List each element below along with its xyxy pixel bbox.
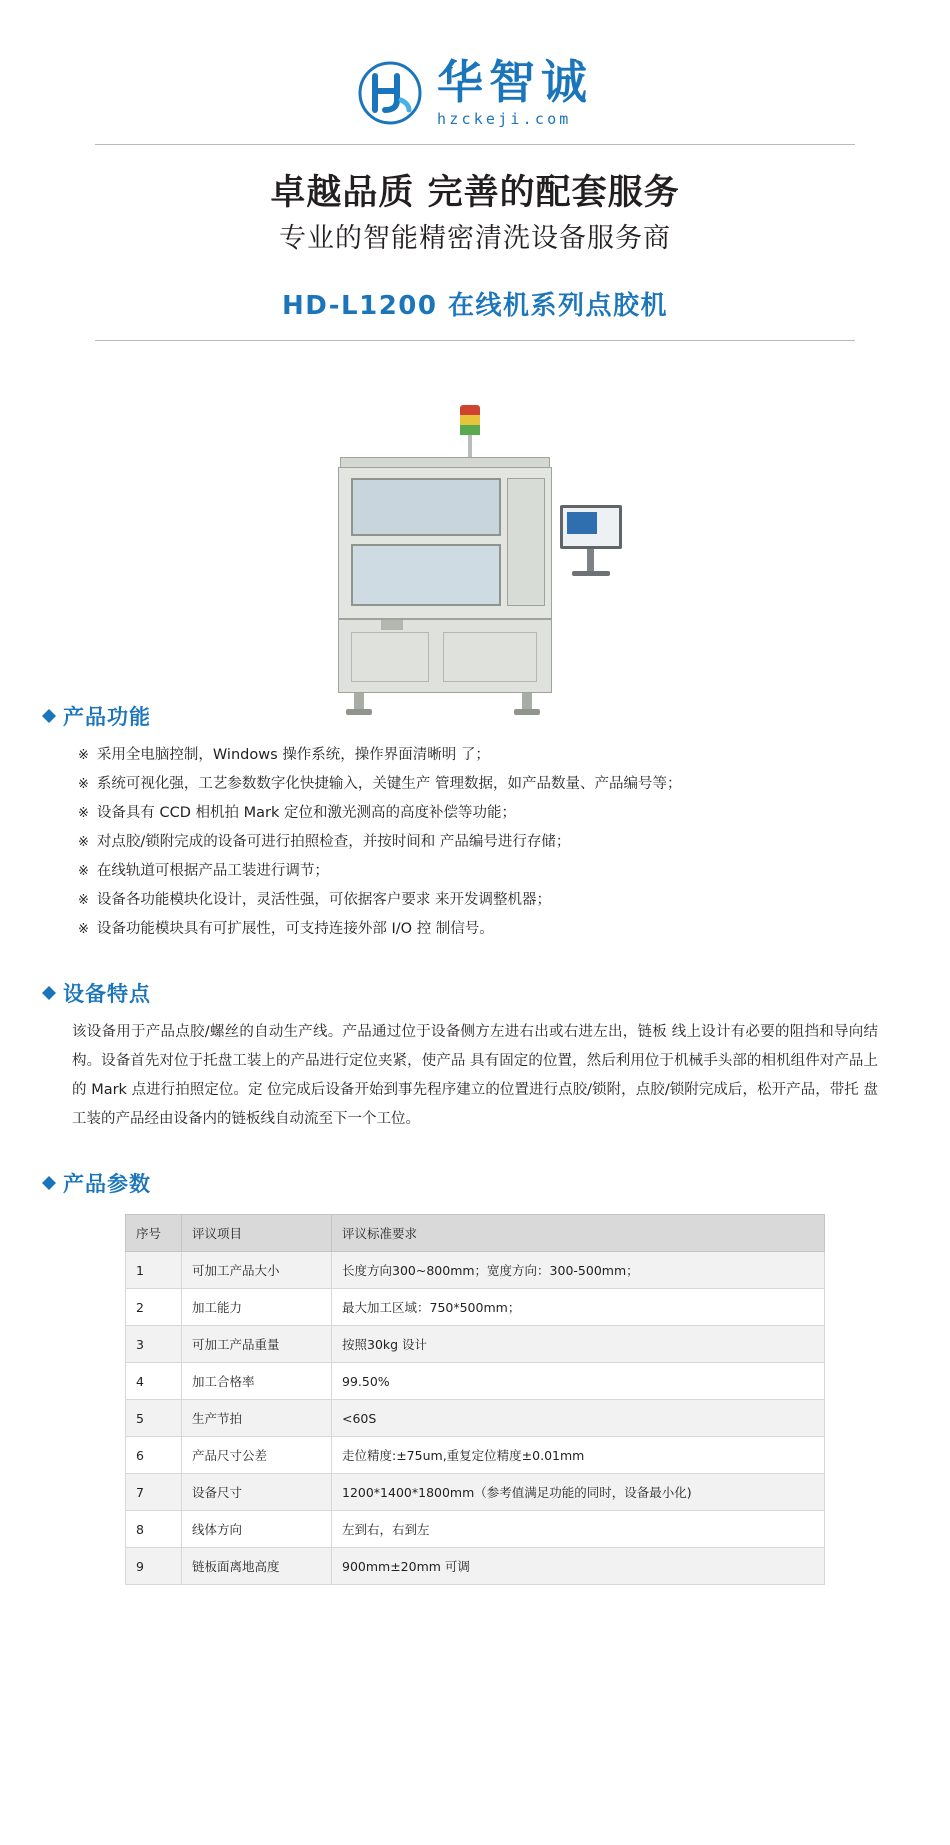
- section-equipment-features: [42, 978, 908, 1134]
- base-door-left: [351, 632, 429, 682]
- section-product-parameters: [42, 1168, 908, 1585]
- section-parameters-title: 产品参数: [63, 1172, 151, 1197]
- item-bullet-icon: ※: [78, 922, 89, 938]
- list-item-text: 系统可视化强，工艺参数数字化快捷输入，关键生产 管理数据，如产品数量、产品编号等；: [96, 776, 682, 793]
- tower-light-green-icon: [460, 425, 480, 435]
- machine-illustration: [310, 387, 640, 667]
- cell-item: 链板面离地高度: [182, 1548, 332, 1585]
- page-bottom-spacer: [0, 1585, 950, 1655]
- cell-requirement: <60S: [332, 1400, 825, 1437]
- col-header-requirement: 评议标准要求: [332, 1215, 825, 1252]
- list-item: [78, 915, 908, 944]
- table-row: [126, 1252, 825, 1289]
- cell-index: 8: [126, 1511, 182, 1548]
- section-functions-header: [42, 701, 908, 731]
- lower-window: [351, 544, 501, 606]
- monitor-base: [572, 571, 610, 576]
- table-row: [126, 1363, 825, 1400]
- monitor-stand: [587, 549, 594, 571]
- cell-index: 7: [126, 1474, 182, 1511]
- control-knob: [381, 620, 403, 630]
- col-header-index: 序号: [126, 1215, 182, 1252]
- cabinet-body: [338, 467, 552, 619]
- table-row: [126, 1474, 825, 1511]
- foot-pad-right: [514, 709, 540, 715]
- list-item-text: 对点胶/锁附完成的设备可进行拍照检查，并按时间和 产品编号进行存储；: [96, 834, 571, 851]
- cell-index: 1: [126, 1252, 182, 1289]
- list-item-text: 设备功能模块具有可扩展性，可支持连接外部 I/O 控 制信号。: [96, 921, 494, 938]
- cell-item: 生产节拍: [182, 1400, 332, 1437]
- list-item: [78, 828, 908, 857]
- cell-requirement: 900mm±20mm 可调: [332, 1548, 825, 1585]
- table-row: [126, 1437, 825, 1474]
- spec-table-wrapper: [125, 1214, 825, 1585]
- item-bullet-icon: ※: [78, 864, 89, 880]
- item-bullet-icon: ※: [78, 777, 89, 793]
- title-band: [95, 144, 855, 341]
- cell-requirement: 走位精度:±75um,重复定位精度±0.01mm: [332, 1437, 825, 1474]
- section-features-title: 设备特点: [63, 982, 151, 1007]
- cell-item: 产品尺寸公差: [182, 1437, 332, 1474]
- table-row: [126, 1511, 825, 1548]
- list-item: [78, 741, 908, 770]
- tower-light-yellow-icon: [460, 415, 480, 425]
- cell-requirement: 按照30kg 设计: [332, 1326, 825, 1363]
- list-item-text: 采用全电脑控制，Windows 操作系统，操作界面清晰明 了；: [96, 747, 490, 764]
- diamond-bullet-icon: [42, 702, 56, 716]
- foot-pad-left: [346, 709, 372, 715]
- cell-index: 6: [126, 1437, 182, 1474]
- list-item-text: 设备各功能模块化设计，灵活性强，可依据客户要求 来开发调整机器；: [96, 892, 552, 909]
- cell-index: 2: [126, 1289, 182, 1326]
- headline-secondary: 专业的智能精密清洗设备服务商: [279, 222, 671, 254]
- cell-requirement: 长度方向300~800mm；宽度方向：300-500mm；: [332, 1252, 825, 1289]
- features-paragraph: 该设备用于产品点胶/螺丝的自动生产线。产品通过位于设备侧方左进右出或右进左出，链板 线上设计有必要的阻挡和导向结构。设备首先对位于托盘工装上的产品进行定位夹紧，使产品 具有固定的位置，然后利用位于机械手头部的相机组件对产品上的 Mark 点进行拍照定位。定 位完成后设备开始到事先程序建立的位置进行点胶/锁附，点胶/锁附完成后，松开产品，带托 盘工装的产品经由设备内的链板线自动流至下一个工位。: [72, 1024, 878, 1128]
- cell-requirement: 1200*1400*1800mm（参考值满足功能的同时，设备最小化): [332, 1474, 825, 1511]
- brand-name-en: hzckeji.com: [437, 110, 572, 129]
- spec-table: [125, 1214, 825, 1585]
- cell-item: 可加工产品重量: [182, 1326, 332, 1363]
- cell-requirement: 最大加工区域：750*500mm；: [332, 1289, 825, 1326]
- table-header-row: [126, 1215, 825, 1252]
- cell-requirement: 99.50%: [332, 1363, 825, 1400]
- list-item: [78, 886, 908, 915]
- cell-item: 可加工产品大小: [182, 1252, 332, 1289]
- diamond-bullet-icon: [42, 1169, 56, 1183]
- cell-index: 3: [126, 1326, 182, 1363]
- table-row: [126, 1326, 825, 1363]
- section-functions-title: 产品功能: [63, 705, 151, 730]
- brand-logo: [0, 0, 950, 138]
- functions-list: [78, 741, 908, 944]
- list-item: [78, 770, 908, 799]
- product-image: [0, 367, 950, 667]
- table-row: [126, 1400, 825, 1437]
- cell-requirement: 左到右，右到左: [332, 1511, 825, 1548]
- page-title: HD-L1200 在线机系列点胶机: [95, 285, 855, 341]
- hzc-monogram-icon: [357, 60, 423, 126]
- list-item-text: 设备具有 CCD 相机拍 Mark 定位和激光测高的高度补偿等功能；: [96, 805, 517, 822]
- base-door-right: [443, 632, 537, 682]
- item-bullet-icon: ※: [78, 806, 89, 822]
- operator-monitor: [560, 505, 622, 549]
- table-row: [126, 1289, 825, 1326]
- table-row: [126, 1548, 825, 1585]
- item-bullet-icon: ※: [78, 748, 89, 764]
- cell-index: 5: [126, 1400, 182, 1437]
- cabinet-base: [338, 619, 552, 693]
- cell-item: 加工能力: [182, 1289, 332, 1326]
- section-parameters-header: [42, 1168, 908, 1198]
- headline-primary: 卓越品质 完善的配套服务: [270, 173, 680, 214]
- list-item: [78, 857, 908, 886]
- upper-window: [351, 478, 501, 536]
- cell-index: 4: [126, 1363, 182, 1400]
- cell-item: 线体方向: [182, 1511, 332, 1548]
- side-panel: [507, 478, 545, 606]
- item-bullet-icon: ※: [78, 835, 89, 851]
- tower-light-red-icon: [460, 405, 480, 415]
- section-product-functions: [42, 701, 908, 944]
- item-bullet-icon: ※: [78, 893, 89, 909]
- cell-index: 9: [126, 1548, 182, 1585]
- list-item: [78, 799, 908, 828]
- cell-item: 设备尺寸: [182, 1474, 332, 1511]
- list-item-text: 在线轨道可根据产品工装进行调节；: [96, 863, 329, 880]
- brand-name-cn: 华智诚: [437, 55, 593, 109]
- cell-item: 加工合格率: [182, 1363, 332, 1400]
- col-header-item: 评议项目: [182, 1215, 332, 1252]
- section-features-header: [42, 978, 908, 1008]
- diamond-bullet-icon: [42, 979, 56, 993]
